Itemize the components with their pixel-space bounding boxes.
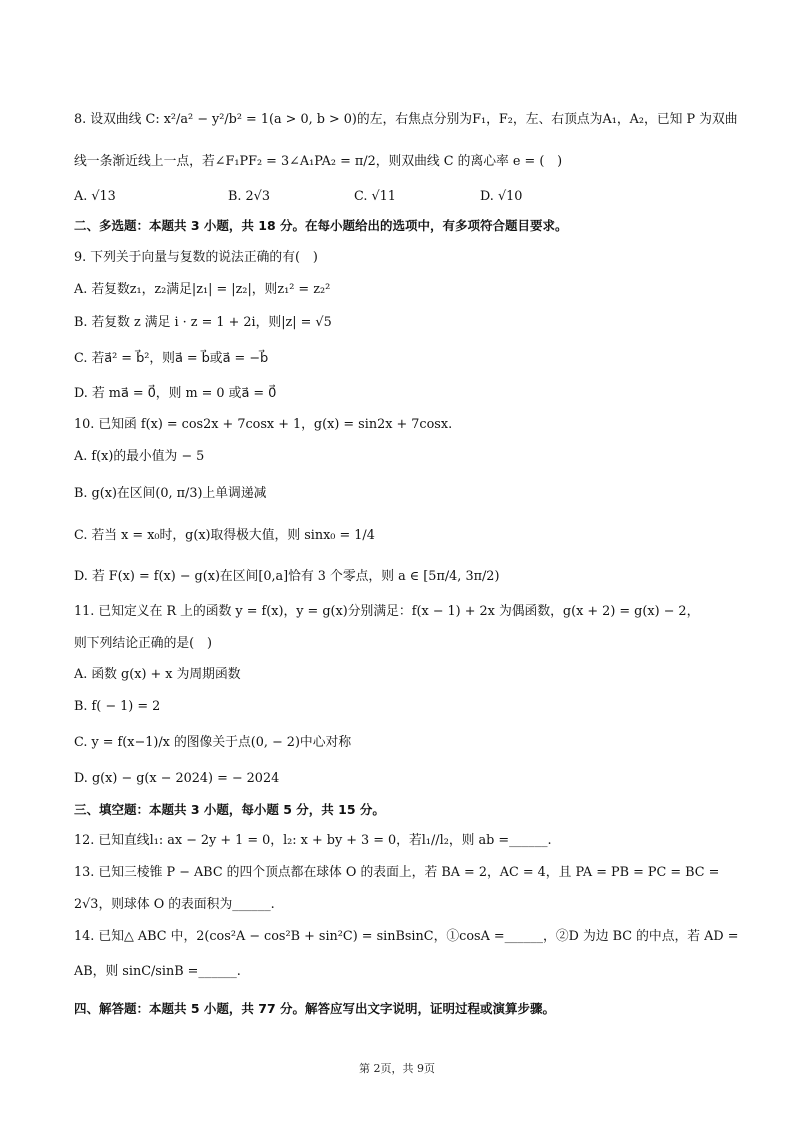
q8-option-a: A. √13	[74, 189, 116, 204]
q10-option-a: A. f(x)的最小值为 − 5	[74, 449, 205, 464]
q8-line-2: 线一条渐近线上一点，若∠F₁PF₂ = 3∠A₁PA₂ = π/2，则双曲线 C 的离心率 e = ( )	[74, 154, 563, 169]
q10-option-c: C. 若当 x = x₀时，g(x)取得极大值，则 sinx₀ = 1/4	[74, 528, 375, 543]
q11-line-1: 11. 已知定义在 R 上的函数 y = f(x)，y = g(x)分别满足：f(x − 1) + 2x 为偶函数，g(x + 2) = g(x) − 2，	[74, 604, 700, 619]
q8-line-1: 8. 设双曲线 C: x²/a² − y²/b² = 1(a > 0, b > 0)的左，右焦点分别为F₁，F₂，左、右顶点为A₁，A₂，已知 P 为双曲	[74, 112, 738, 127]
q11-option-b: B. f( − 1) = 2	[74, 699, 161, 714]
q11-option-c: C. y = f(x−1)/x 的图像关于点(0, − 2)中心对称	[74, 735, 352, 750]
section-heading-answer: 四、解答题：本题共 5 小题，共 77 分。解答应写出文字说明，证明过程或演算步骤。	[74, 1001, 556, 1016]
q8-option-d: D. √10	[480, 189, 523, 204]
q13-line-2: 2√3，则球体 O 的表面积为______.	[74, 897, 275, 912]
page-footer: 第 2页，共 9页	[359, 1062, 435, 1075]
q9-stem: 9. 下列关于向量与复数的说法正确的有( )	[74, 250, 318, 265]
q11-line-2: 则下列结论正确的是( )	[74, 636, 212, 651]
q11-option-a: A. 函数 g(x) + x 为周期函数	[74, 667, 241, 682]
q10-option-d: D. 若 F(x) = f(x) − g(x)在区间[0,a]恰有 3 个零点，则 a ∈ [5π/4, 3π/2)	[74, 569, 500, 584]
question-12: 12. 已知直线l₁: ax − 2y + 1 = 0，l₂: x + by + 3 = 0，若l₁//l₂，则 ab =______.	[74, 833, 552, 848]
q8-option-c: C. √11	[354, 189, 396, 204]
q14-line-1: 14. 已知△ ABC 中，2(cos²A − cos²B + sin²C) = sinBsinC，①cosA =______，②D 为边 BC 的中点，若 AD =	[74, 929, 739, 944]
q9-option-c: C. 若a⃗² = b⃗²，则a⃗ = b⃗或a⃗ = −b⃗	[74, 351, 269, 366]
q8-option-b: B. 2√3	[228, 189, 270, 204]
q14-line-2: AB，则 sinC/sinB =______.	[74, 964, 241, 979]
q9-option-a: A. 若复数z₁，z₂满足|z₁| = |z₂|，则z₁² = z₂²	[74, 282, 331, 297]
section-heading-fill-in: 三、填空题：本题共 3 小题，每小题 5 分，共 15 分。	[74, 802, 385, 817]
section-heading-multiple-choice: 二、多选题：本题共 3 小题，共 18 分。在每小题给出的选项中，有多项符合题目要求。	[74, 218, 568, 233]
q9-option-b: B. 若复数 z 满足 i · z = 1 + 2i，则|z| = √5	[74, 315, 332, 330]
q13-line-1: 13. 已知三棱锥 P − ABC 的四个顶点都在球体 O 的表面上，若 BA = 2，AC = 4，且 PA = PB = PC = BC =	[74, 865, 720, 880]
q10-option-b: B. g(x)在区间(0, π/3)上单调递减	[74, 486, 267, 501]
q11-option-d: D. g(x) − g(x − 2024) = − 2024	[74, 771, 280, 786]
q9-option-d: D. 若 ma⃗ = 0⃗，则 m = 0 或a⃗ = 0⃗	[74, 386, 277, 401]
q10-stem: 10. 已知函 f(x) = cos2x + 7cosx + 1，g(x) = sin2x + 7cosx.	[74, 417, 453, 432]
